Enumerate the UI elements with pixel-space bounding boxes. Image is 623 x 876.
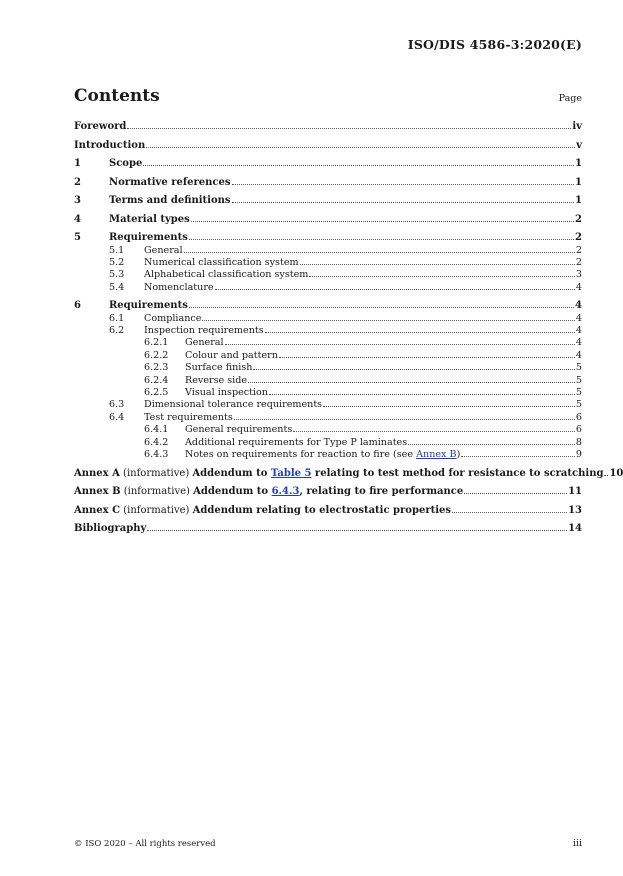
toc-entry-title: Nomenclature (144, 281, 214, 293)
toc-entry-text: Addendum to (193, 486, 272, 497)
toc-entry[interactable] (74, 424, 582, 436)
toc-entry[interactable] (74, 232, 582, 245)
copyright-notice: © ISO 2020 – All rights reserved (74, 839, 216, 849)
cross-reference-link[interactable]: 6.4.3 (271, 486, 300, 497)
dot-leader (309, 276, 575, 277)
dot-leader (279, 357, 575, 358)
dot-leader (232, 202, 575, 203)
dot-leader (269, 394, 575, 395)
toc-entry-page: 5 (575, 387, 582, 399)
toc-entry-text: Notes on requirements for reaction to fire (see (185, 449, 417, 461)
toc-entry-text: Annex C (74, 504, 121, 516)
toc-entry-number: 5.2 (109, 256, 125, 268)
toc-entry-number: 5.3 (109, 269, 125, 281)
toc-entry-title: Bibliography (74, 523, 147, 534)
dot-leader (189, 307, 574, 308)
toc-entry-title: General requirements (185, 424, 293, 436)
toc-entry-title: Terms and definitions (109, 195, 231, 206)
toc-entry-number: 6.2 (109, 325, 125, 337)
toc-entry-page: 13 (568, 504, 582, 516)
toc-entry[interactable] (74, 245, 582, 257)
toc-entry-title: Scope (109, 158, 143, 169)
toc-entry-number: 4 (74, 213, 81, 225)
toc-entry-text: (informative) (119, 467, 193, 479)
toc-entry-text: Addendum relating to electrostatic properties (192, 504, 452, 516)
toc-entry-page: 2 (575, 256, 582, 268)
toc-entry-number: 6 (74, 300, 81, 312)
toc-entry[interactable] (74, 177, 582, 190)
toc-entry-title: Test requirements (144, 411, 233, 423)
dot-leader (147, 530, 567, 531)
dot-leader (143, 165, 574, 166)
toc-entry-number: 6.4.3 (144, 449, 169, 461)
toc-entry[interactable] (74, 313, 582, 325)
dot-leader (146, 147, 575, 148)
toc-entry[interactable] (74, 140, 582, 153)
toc-entry-page: 3 (575, 269, 582, 281)
toc-entry-title (74, 486, 463, 499)
toc-entry[interactable] (74, 257, 582, 269)
toc-entry-page: v (576, 139, 582, 151)
toc-entry-page: 2 (575, 213, 582, 225)
toc-entry-page: 9 (575, 449, 582, 461)
toc-entry[interactable] (74, 467, 623, 481)
toc-entry-page: 4 (575, 312, 582, 324)
dot-leader (184, 252, 575, 253)
dot-leader (323, 406, 575, 407)
dot-leader (225, 344, 575, 345)
toc-entry-title: Colour and pattern (185, 349, 278, 361)
toc-entry-page: 1 (575, 195, 582, 206)
toc-entry-number: 3 (74, 195, 81, 206)
toc-entry[interactable] (74, 195, 582, 208)
dot-leader (300, 264, 575, 265)
toc-entry-text: , relating to fire performance (299, 486, 464, 497)
toc-entry[interactable] (74, 325, 582, 337)
toc-entry-title: General (185, 337, 224, 349)
toc-entry-title: Alphabetical classification system (144, 269, 309, 281)
toc-entry-title: General (144, 244, 183, 256)
toc-entry-page: 4 (575, 325, 582, 337)
toc-entry-title: Dimensional tolerance requirements (144, 399, 323, 411)
dot-leader (191, 221, 574, 222)
toc-entry[interactable] (74, 337, 582, 349)
cross-reference-link[interactable]: Annex B (416, 449, 457, 461)
toc-entry[interactable] (74, 282, 582, 294)
toc-entry-text: Addendum to (192, 467, 271, 479)
dot-leader (234, 419, 575, 420)
toc-entry-title: Additional requirements for Type P laminates (185, 436, 408, 448)
toc-entry[interactable] (74, 375, 582, 387)
toc-entry-page: 4 (575, 349, 582, 361)
dot-leader (215, 289, 575, 290)
toc-entry[interactable] (74, 214, 582, 227)
page-number: iii (572, 838, 582, 849)
contents-header (74, 86, 582, 110)
dot-leader (461, 456, 575, 457)
toc-entry[interactable] (74, 158, 582, 171)
toc-entry-title: Introduction (74, 139, 146, 151)
dot-leader (232, 184, 575, 185)
toc-entry[interactable] (74, 350, 582, 362)
toc-entry-number: 6.2.1 (144, 337, 169, 349)
table-of-contents (74, 121, 623, 536)
toc-entry-number: 6.2.5 (144, 387, 169, 399)
page-column-label: Page (558, 93, 582, 104)
toc-entry[interactable] (74, 437, 582, 449)
dot-leader (408, 444, 575, 445)
toc-entry-number: 6.2.3 (144, 362, 169, 374)
toc-entry-number: 5 (74, 232, 81, 243)
toc-entry-page: 5 (575, 374, 582, 386)
toc-entry-page: 14 (568, 523, 582, 534)
toc-entry-page: 1 (575, 158, 582, 169)
dot-leader (452, 512, 567, 513)
toc-entry[interactable] (74, 486, 582, 499)
toc-entry-title: Compliance (144, 312, 202, 324)
dot-leader (293, 431, 575, 432)
toc-entry-title: Requirements (109, 232, 188, 243)
toc-entry-page: 4 (575, 300, 582, 312)
toc-entry[interactable] (74, 412, 582, 424)
toc-entry-number: 2 (74, 176, 81, 188)
cross-reference-link[interactable]: Table 5 (270, 467, 312, 479)
dot-leader (604, 475, 608, 476)
toc-entry-title: Requirements (109, 300, 188, 312)
toc-entry-title (74, 505, 451, 518)
toc-entry-page: 6 (575, 424, 582, 436)
toc-entry-number: 1 (74, 158, 81, 169)
dot-leader (464, 493, 567, 494)
toc-entry-page: 5 (575, 399, 582, 411)
toc-entry-title: Inspection requirements (144, 325, 264, 337)
toc-entry-title: Material types (109, 213, 190, 225)
toc-entry[interactable] (74, 399, 582, 411)
toc-entry-text: Annex A (74, 467, 120, 479)
toc-entry[interactable] (74, 449, 582, 461)
toc-entry-page: 10 (609, 467, 623, 479)
toc-entry-title: Numerical classification system (144, 256, 299, 268)
toc-entry-page: 6 (575, 411, 582, 423)
toc-entry-page: 2 (575, 232, 582, 243)
toc-entry-title: Surface finish (185, 362, 253, 374)
dot-leader (253, 369, 574, 370)
dot-leader (265, 332, 575, 333)
dot-leader (248, 382, 575, 383)
toc-entry-title: Normative references (109, 176, 231, 188)
document-id: ISO/DIS 4586-3:2020(E) (407, 37, 582, 52)
toc-entry-text: ) (456, 449, 461, 461)
toc-entry-text: (informative) (120, 504, 193, 516)
toc-entry-text: Annex B (74, 486, 121, 497)
dot-leader (189, 239, 574, 240)
toc-entry-title: Foreword (74, 121, 127, 132)
page-title: Contents (74, 86, 160, 106)
toc-entry-title (74, 468, 603, 481)
toc-entry-number: 5.1 (109, 244, 125, 256)
toc-entry-text: relating to test method for resistance to scratching (311, 467, 604, 479)
toc-entry-title (185, 449, 460, 461)
toc-entry-number: 6.3 (109, 399, 125, 411)
toc-entry-page: 4 (575, 281, 582, 293)
toc-entry-page: 2 (575, 244, 582, 256)
toc-entry[interactable] (74, 523, 582, 536)
toc-entry-title: Reverse side (185, 374, 248, 386)
toc-entry-page: 5 (575, 362, 582, 374)
toc-entry-page: 4 (575, 337, 582, 349)
toc-entry-page: iv (572, 121, 582, 132)
toc-entry-title: Visual inspection (185, 387, 269, 399)
toc-entry-number: 6.4 (109, 411, 125, 423)
toc-entry-page: 1 (575, 176, 582, 188)
toc-entry-number: 6.1 (109, 312, 125, 324)
toc-entry-number: 6.2.2 (144, 349, 169, 361)
toc-entry-number: 5.4 (109, 281, 125, 293)
toc-entry-number: 6.2.4 (144, 374, 169, 386)
toc-entry-number: 6.4.2 (144, 436, 169, 448)
dot-leader (127, 128, 571, 129)
toc-entry[interactable] (74, 387, 582, 399)
toc-entry[interactable] (74, 300, 582, 313)
dot-leader (202, 320, 574, 321)
toc-entry[interactable] (74, 362, 582, 374)
toc-entry-page: 8 (575, 436, 582, 448)
toc-entry[interactable] (74, 269, 582, 281)
toc-entry[interactable] (74, 505, 582, 518)
toc-entry-number: 6.4.1 (144, 424, 169, 436)
toc-entry-text: (informative) (120, 486, 194, 497)
toc-entry[interactable] (74, 121, 582, 134)
toc-entry-page: 11 (568, 486, 582, 497)
